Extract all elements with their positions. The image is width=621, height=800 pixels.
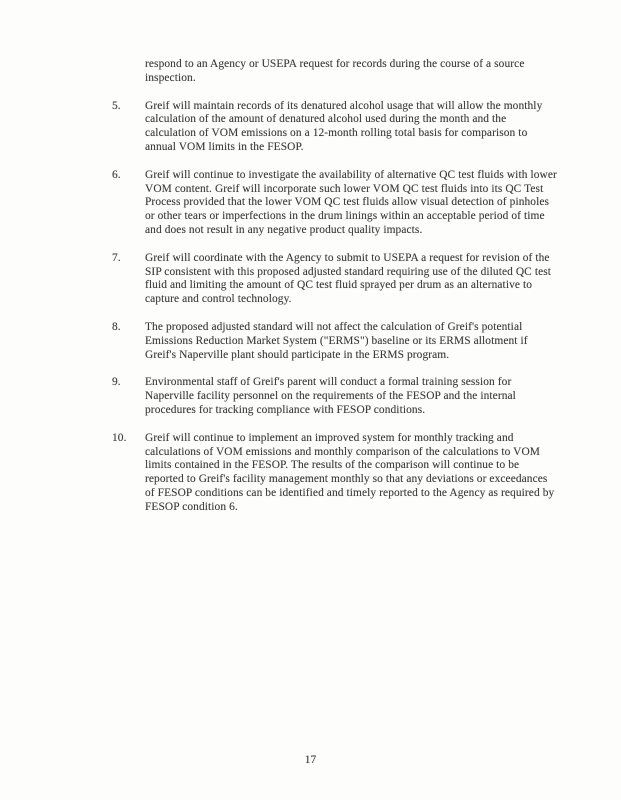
list-item (112, 169, 560, 238)
item-number: 5. (112, 99, 121, 112)
list-item (112, 432, 560, 515)
item-text: Greif will continue to investigate the availability of alternative QC test fluids with lower VOM content. Greif will incorporate such lower VOM QC test fluids into its QC Test Process provided that the lower VOM QC test fluids allow visual detection of pinholes or other tears or imperfections in the drum linings within an acceptable period of time and does not result in any negative product quality impacts. (145, 168, 557, 236)
item-number: 6. (112, 168, 121, 181)
item-text: Greif will coordinate with the Agency to submit to USEPA a request for revision of the SIP consistent with this proposed adjusted standard requiring use of the diluted QC test fluid and limiting the amount of QC test fluid sprayed per drum as an alternative to capture and control technology. (145, 251, 552, 306)
list-item (112, 100, 560, 155)
item-text: Greif will continue to implement an improved system for monthly tracking and calculations of VOM emissions and monthly comparison of the calculations to VOM limits contained in the FESOP. The results of the comparison will continue to be reported to Greif's facility management monthly so that any deviations or exceedances of FESOP conditions can be identified and timely reported to the Agency as required by FESOP condition 6. (145, 431, 555, 513)
document-body (112, 58, 560, 529)
item-number: 8. (112, 320, 121, 333)
list-item (112, 321, 560, 362)
item-text: The proposed adjusted standard will not affect the calculation of Greif's potential Emissions Reduction Market System ("ERMS") baseline or its ERMS allotment if Greif's Naperville plant should participate in the ERMS program. (145, 320, 528, 361)
page-number: 17 (304, 754, 317, 766)
item-number: 10. (112, 431, 127, 444)
continuation-paragraph: respond to an Agency or USEPA request for records during the course of a source inspection. (145, 58, 525, 84)
item-text: Greif will maintain records of its denatured alcohol usage that will allow the monthly calculation of the amount of denatured alcohol used during the month and the calculation of VOM emissions on a 12-month rolling total basis for comparison to annual VOM limits in the FESOP. (145, 99, 543, 153)
list-item (112, 376, 560, 417)
item-number: 7. (112, 251, 121, 264)
item-number: 9. (112, 376, 121, 389)
list-item (112, 252, 560, 307)
item-text: Environmental staff of Greif's parent will conduct a formal training session for Naperville facility personnel on the requirements of the FESOP and the internal procedures for tracking compliance with FESOP conditions. (145, 376, 516, 416)
